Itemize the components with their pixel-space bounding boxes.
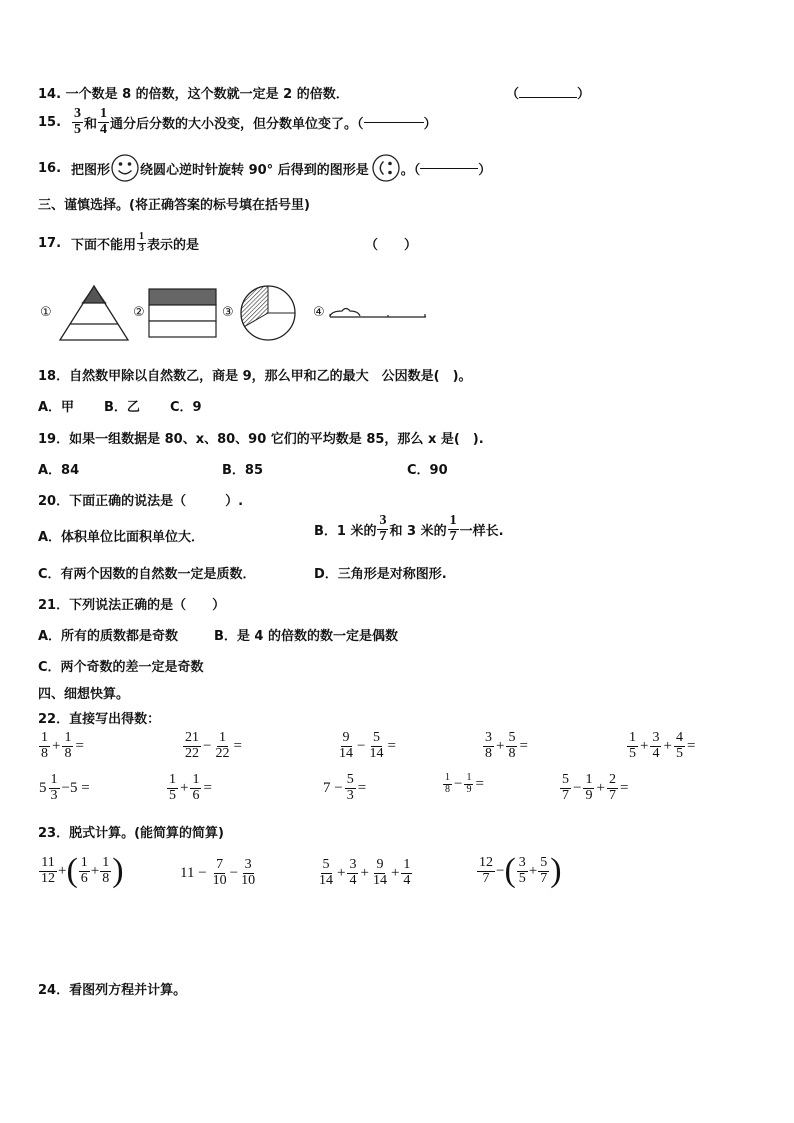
- fraction: [674, 731, 685, 761]
- numerator: 5: [372, 730, 380, 745]
- q23-expression-2[interactable]: [180, 858, 258, 888]
- q23-expression-3[interactable]: [316, 858, 413, 888]
- numerator: 3: [379, 513, 387, 528]
- fraction: [190, 773, 201, 803]
- option-label: ②: [133, 305, 145, 320]
- q24-title: 24．看图列方程并计算。: [38, 983, 187, 998]
- right-paren: ): [112, 852, 124, 889]
- operator: +: [640, 737, 649, 754]
- close-paren: ）: [478, 162, 492, 178]
- denominator: 3: [346, 787, 354, 803]
- question-text: 。（: [400, 162, 421, 178]
- denominator: 7: [608, 787, 616, 803]
- denominator: 14: [369, 745, 384, 761]
- denominator: 8: [445, 783, 450, 795]
- numerator: 5: [346, 772, 354, 787]
- denominator: 14: [319, 872, 333, 888]
- left-paren: (: [66, 852, 78, 889]
- operator: 7 −: [323, 779, 343, 796]
- fraction: [448, 514, 459, 544]
- operator: =: [619, 779, 629, 796]
- denominator: 22: [185, 745, 199, 761]
- denominator: 5: [74, 121, 82, 137]
- fraction: [443, 773, 452, 795]
- question-number: 15.: [38, 114, 62, 130]
- q20-option-a[interactable]: A．体积单位比面积单位大．: [38, 530, 205, 545]
- numerator: 5: [540, 854, 548, 870]
- q20-option-d[interactable]: D．三角形是对称图形.: [314, 567, 447, 582]
- q19-text: 19．如果一组数据是 80、x、80、90 它们的平均数是 85，那么 x 是( ).: [38, 432, 484, 447]
- q19-option-b[interactable]: B．85: [222, 463, 263, 478]
- fraction: [583, 773, 594, 803]
- denominator: 14: [372, 872, 387, 888]
- oral-calc-item[interactable]: [626, 731, 696, 761]
- oral-calc-item[interactable]: [38, 773, 91, 803]
- rotated-face-icon: [371, 153, 401, 183]
- denominator: 3: [50, 787, 58, 803]
- q19-option-c[interactable]: C．90: [407, 463, 448, 478]
- triangle-figure: [58, 284, 130, 342]
- question-text: 一个数是 8 的倍数，这个数就一定是 2 的倍数．: [65, 87, 349, 102]
- numerator: 11: [41, 854, 55, 870]
- numerator: 3: [652, 730, 660, 745]
- numerator: 3: [244, 857, 252, 872]
- denominator: 7: [540, 870, 548, 886]
- q21-option-a[interactable]: A．所有的质数都是奇数: [38, 629, 179, 644]
- fraction: [337, 731, 355, 761]
- numerator: 3: [518, 854, 526, 870]
- oral-calc-item[interactable]: [442, 773, 485, 795]
- operator: =: [233, 737, 242, 754]
- denominator: 5: [675, 745, 683, 761]
- operator: +: [663, 737, 672, 754]
- fraction: [483, 731, 494, 761]
- fraction: [39, 731, 50, 761]
- operator: =: [686, 737, 696, 754]
- circle-figure: [236, 284, 300, 344]
- fraction: [371, 858, 389, 888]
- numerator: 1: [445, 772, 450, 783]
- fraction: [477, 856, 495, 886]
- question-text: 把图形: [71, 162, 111, 178]
- denominator: 8: [64, 745, 72, 761]
- fraction: [183, 731, 201, 761]
- close-paren: ）: [577, 87, 591, 102]
- fraction: [211, 858, 229, 888]
- q23-expression-4[interactable]: [476, 854, 562, 888]
- section-3-title: 三、谨慎选择。(将正确答案的标号填在括号里): [38, 198, 310, 213]
- fraction: [100, 856, 111, 886]
- numerator: 3: [74, 106, 82, 121]
- oral-calc-item[interactable]: [559, 773, 629, 803]
- operator: −5 =: [61, 779, 90, 796]
- numerator: 1: [192, 772, 200, 787]
- operator: −: [203, 737, 212, 754]
- numerator: 1: [64, 730, 72, 745]
- option-text: 一样长.: [459, 523, 504, 539]
- fraction: [213, 731, 231, 761]
- numerator: 7: [216, 857, 224, 872]
- numerator: 1: [100, 106, 108, 121]
- operator: 5: [39, 779, 47, 796]
- q20-text: 20．下面正确的说法是（ ）.: [38, 494, 244, 509]
- numerator: 5: [562, 772, 569, 787]
- denominator: 22: [215, 745, 230, 761]
- rectangle-figure: [148, 288, 218, 340]
- numerator: 1: [102, 854, 110, 870]
- q19-option-a[interactable]: A．84: [38, 463, 80, 478]
- q21-option-c[interactable]: C．两个奇数的差一定是奇数: [38, 660, 204, 675]
- denominator: 4: [652, 745, 660, 761]
- number-line-figure: [328, 302, 428, 324]
- option-label: ③: [222, 305, 234, 320]
- denominator: 7: [562, 787, 569, 803]
- q18-option-a[interactable]: A．甲: [38, 400, 75, 415]
- fraction: [377, 514, 388, 544]
- numerator: 1: [80, 854, 88, 870]
- operator: +: [528, 862, 538, 879]
- question-text: 通分后分数的大小没变，但分数单位变了。（: [110, 116, 364, 132]
- denominator: 9: [585, 787, 593, 803]
- q18-option-b[interactable]: B．乙: [104, 400, 140, 415]
- denominator: 6: [80, 870, 88, 886]
- q15: [38, 107, 437, 137]
- numerator: 3: [349, 857, 357, 872]
- q17: [38, 232, 199, 254]
- numerator: 3: [485, 730, 492, 745]
- close-paren: ）: [423, 116, 437, 132]
- option-label: ①: [40, 305, 52, 320]
- fraction: [650, 731, 661, 761]
- answer-blank[interactable]: [420, 168, 478, 169]
- denominator: 5: [169, 787, 176, 803]
- answer-blank[interactable]: [364, 122, 424, 123]
- question-number: 17.: [38, 235, 62, 251]
- operator: −: [573, 779, 582, 796]
- q18-text: 18．自然数甲除以自然数乙，商是 9，那么甲和乙的最大 公因数是( )。: [38, 369, 472, 384]
- q17-answer-paren[interactable]: （ ）: [365, 238, 418, 253]
- q14-answer[interactable]: [506, 83, 590, 102]
- fraction: [49, 773, 60, 803]
- numerator: 1: [169, 772, 176, 787]
- denominator: 10: [241, 872, 256, 888]
- denominator: 9: [466, 783, 472, 795]
- option-text: B．1 米的: [314, 523, 377, 539]
- denominator: 8: [41, 745, 48, 761]
- question-text: 下面不能用: [71, 237, 137, 253]
- denominator: 7: [449, 528, 457, 544]
- q18-option-c[interactable]: C．9: [170, 400, 202, 415]
- numerator: 21: [185, 730, 199, 745]
- denominator: 4: [100, 121, 108, 137]
- question-text: 绕圆心逆时针旋转 90° 后得到的图形是: [140, 162, 369, 178]
- denominator: 7: [482, 870, 490, 886]
- fraction: [401, 858, 412, 888]
- operand: 11 −: [180, 864, 207, 881]
- operator: −: [357, 737, 366, 754]
- q23-expression-1[interactable]: [38, 854, 124, 888]
- fraction: [239, 858, 257, 888]
- fraction: [367, 731, 385, 761]
- fraction: [79, 856, 90, 886]
- fraction: [517, 856, 528, 886]
- numerator: 1: [218, 730, 226, 745]
- question-number: 14.: [38, 87, 62, 102]
- operator: =: [519, 737, 528, 754]
- fraction: [317, 858, 335, 888]
- operator: +: [337, 864, 346, 881]
- fraction: [560, 773, 571, 803]
- operator: −: [229, 864, 239, 881]
- option-text: 和 3 米的: [389, 523, 447, 539]
- fraction: [62, 731, 73, 761]
- q17-figures: [40, 284, 440, 344]
- numerator: 9: [376, 857, 384, 872]
- denominator: 14: [339, 745, 353, 761]
- numerator: 12: [479, 854, 493, 870]
- oral-calc-item[interactable]: [336, 731, 397, 761]
- numerator: 1: [50, 772, 58, 787]
- numerator: 1: [585, 772, 593, 787]
- operator: −: [454, 775, 463, 792]
- operator: +: [390, 864, 400, 881]
- fraction: [345, 773, 356, 803]
- open-paren: （: [506, 87, 520, 102]
- option-label: ④: [313, 305, 325, 320]
- denominator: 4: [349, 872, 357, 888]
- q20-option-b[interactable]: [314, 514, 504, 544]
- fraction: [39, 856, 57, 886]
- numerator: 5: [322, 857, 330, 872]
- fraction: [627, 731, 638, 761]
- oral-calc-item[interactable]: [482, 731, 529, 761]
- left-paren: (: [504, 852, 516, 889]
- fraction: [538, 856, 549, 886]
- denominator: 7: [379, 528, 387, 544]
- numerator: 9: [342, 730, 350, 745]
- oral-calc-item[interactable]: [166, 773, 213, 803]
- conjunction: 和: [84, 116, 98, 132]
- operator: −: [496, 862, 505, 879]
- operator: +: [52, 737, 61, 754]
- denominator: 8: [508, 745, 516, 761]
- operator: =: [75, 737, 84, 754]
- numerator: 1: [139, 231, 145, 242]
- denominator: 6: [192, 787, 200, 803]
- denominator: 8: [485, 745, 492, 761]
- fraction: [347, 858, 358, 888]
- fraction: [72, 107, 83, 137]
- operator: =: [357, 779, 367, 796]
- denominator: 12: [41, 870, 55, 886]
- q21-text: 21．下列说法正确的是（ ）: [38, 598, 226, 613]
- q22-title: 22．直接写出得数：: [38, 712, 161, 727]
- numerator: 2: [608, 772, 616, 787]
- fraction: [167, 773, 178, 803]
- q20-option-c[interactable]: C．有两个因数的自然数一定是质数．: [38, 567, 256, 582]
- section-4-title: 四、细想快算。: [38, 687, 130, 702]
- numerator: 4: [675, 730, 683, 745]
- numerator: 1: [41, 730, 48, 745]
- denominator: 8: [102, 870, 110, 886]
- operator: =: [203, 779, 212, 796]
- right-paren: ): [550, 852, 562, 889]
- fraction: [464, 773, 473, 795]
- operator: +: [90, 862, 100, 879]
- denominator: 5: [518, 870, 526, 886]
- numerator: 1: [466, 772, 472, 783]
- operator: +: [360, 864, 369, 881]
- denominator: 10: [212, 872, 227, 888]
- numerator: 1: [629, 730, 636, 745]
- oral-calc-item[interactable]: [182, 731, 243, 761]
- numerator: 1: [403, 857, 411, 872]
- answer-blank[interactable]: [519, 97, 577, 98]
- q16: [38, 153, 491, 183]
- operator: +: [596, 779, 605, 796]
- fraction: [607, 773, 618, 803]
- denominator: 4: [403, 872, 411, 888]
- question-text: 表示的是: [147, 237, 200, 253]
- numerator: 1: [449, 513, 457, 528]
- oral-calc-item[interactable]: [38, 731, 85, 761]
- operator: +: [496, 737, 505, 754]
- q23-title: 23．脱式计算。(能简算的简算): [38, 826, 224, 841]
- numerator: 5: [508, 730, 516, 745]
- smiley-face-icon: [110, 153, 140, 183]
- fraction: [506, 731, 517, 761]
- fraction: [137, 232, 146, 254]
- operator: +: [180, 779, 189, 796]
- oral-calc-item[interactable]: [322, 773, 367, 803]
- denominator: 3: [139, 242, 145, 254]
- operator: +: [58, 862, 67, 879]
- denominator: 5: [629, 745, 636, 761]
- q14: [38, 83, 349, 102]
- operator: =: [475, 775, 484, 792]
- operator: =: [387, 737, 396, 754]
- q21-option-b[interactable]: B．是 4 的倍数的数一定是偶数: [214, 629, 399, 644]
- question-number: 16.: [38, 160, 62, 176]
- fraction: [98, 107, 109, 137]
